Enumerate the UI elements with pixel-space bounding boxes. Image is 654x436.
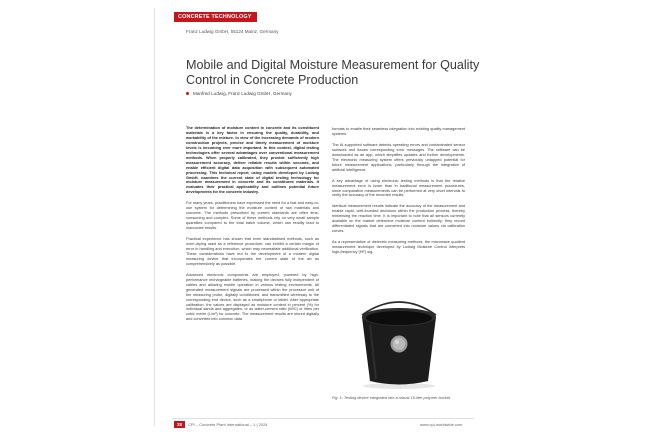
section-tag: CONCRETE TECHNOLOGY [174, 12, 257, 22]
journal-url: www.cpi-worldwide.com [420, 422, 463, 427]
author-name: Manfred Ludwig, Franz Ludwig GmbH, Germany [193, 91, 292, 96]
body-paragraph: Identical measurement results indicate the accuracy of the measurement and enable rapid, well-founded decisions within the production process, thereby minimising the reaction time. It is important to note that all sensors currently available on the market determine moisture content indirectly; they record differentiated signals that are converted into moisture values via calibration curves. [332, 204, 465, 234]
affiliation-line: Franz Ludwig GmbH, 55124 Mainz, Germany [186, 29, 279, 34]
body-paragraph: As a representative of dielectric measuring methods, the microwave quotient measurement technique developed by Ludwig Moisture Control interprets high-frequency (HF) sig- [332, 240, 465, 255]
page-number: 28 [174, 421, 185, 428]
left-column [186, 126, 319, 328]
footer-divider [172, 418, 474, 419]
body-paragraph: The AI-supported software detects operating errors and contaminated sensor surfaces and issues corresponding error messages. The software can be downloaded as an app, which simplifies updates and further developments. The electronic measuring system offers previously untapped potential for future measurement applications, particularly through the integration of artificial intelligence. [332, 142, 465, 172]
body-paragraph: Practical experience has shown that even standardised methods, such as oven-drying used as a reference procedure, can exhibit a certain margin of error in handling and execution, which may necessitate additional verification. These considerations have led to the development of a modern digital measuring device that incorporates the current state of the art as comprehensively as possible. [186, 237, 319, 266]
journal-name: CPI – Concrete Plant International – 1 | 2024 [188, 422, 268, 427]
author-bullet-icon [186, 92, 189, 95]
abstract-paragraph: The determination of moisture content in concrete and its constituent materials is a key factor in ensuring the quality, durability, and workability of the mixture. In view of the increasing demands of modern construction projects, precise and timely measurement of moisture levels is becoming ever more important. In this context, digital testing technologies offer several advantages over conventional measurement methods. When properly calibrated, they provide sufficiently high measurement accuracy, deliver reliable results within seconds, and enable efficient digital data acquisition with subsequent automated processing. This technical report, using models developed by Ludwig GmbH, examines the current state of digital testing technology for moisture measurement in concrete and its constituent materials. It evaluates their practical applicability and outlines potential future developments for the concrete industry. [186, 126, 319, 195]
article-title: Mobile and Digital Moisture Measurement for Quality Control in Concrete Production [186, 58, 480, 88]
body-paragraph: Advanced electronic components are employed, powered by high-performance rechargeable batteries, making the devices fully independent of cables and allowing mobile operation in various testing environments. All generated measurement signals are processed within the processor unit of the measuring probe, digitally conditioned, and transmitted wirelessly to the corresponding end device, such as a smartphone or tablet. After appropriate calibration, the values are displayed as moisture content in percent (%) for individual sands and aggregates, or as water-cement ratio (W/C) or litres per cubic metre (L/m³) for concrete. The measurement results are stored digitally and converted into common data [186, 272, 319, 322]
author-line [186, 91, 292, 96]
page-edge-divider [154, 8, 155, 426]
bucket-device-photo [332, 291, 466, 391]
figure-caption: Fig. 1: Testing device integrated into a robust 15-liter polymer bucket [332, 395, 450, 400]
body-paragraph: formats to enable their seamless integration into existing quality management systems. [332, 127, 465, 136]
body-paragraph: For many years, practitioners have expressed the need for a fast and easy-to-use system for determining the moisture content of raw materials and concrete. The methods prescribed by current standards are often time-consuming and complex. Some of these methods rely on very small sample quantities compared to the total batch volume, which can readily lead to inaccurate results. [186, 201, 319, 231]
right-column [332, 127, 465, 261]
body-paragraph: A key advantage of using electronic testing methods is that the relative measurement error is lower than in traditional measurement procedures, since comparative measurements can be performed at very short intervals to verify the accuracy of the recorded results. [332, 178, 465, 198]
